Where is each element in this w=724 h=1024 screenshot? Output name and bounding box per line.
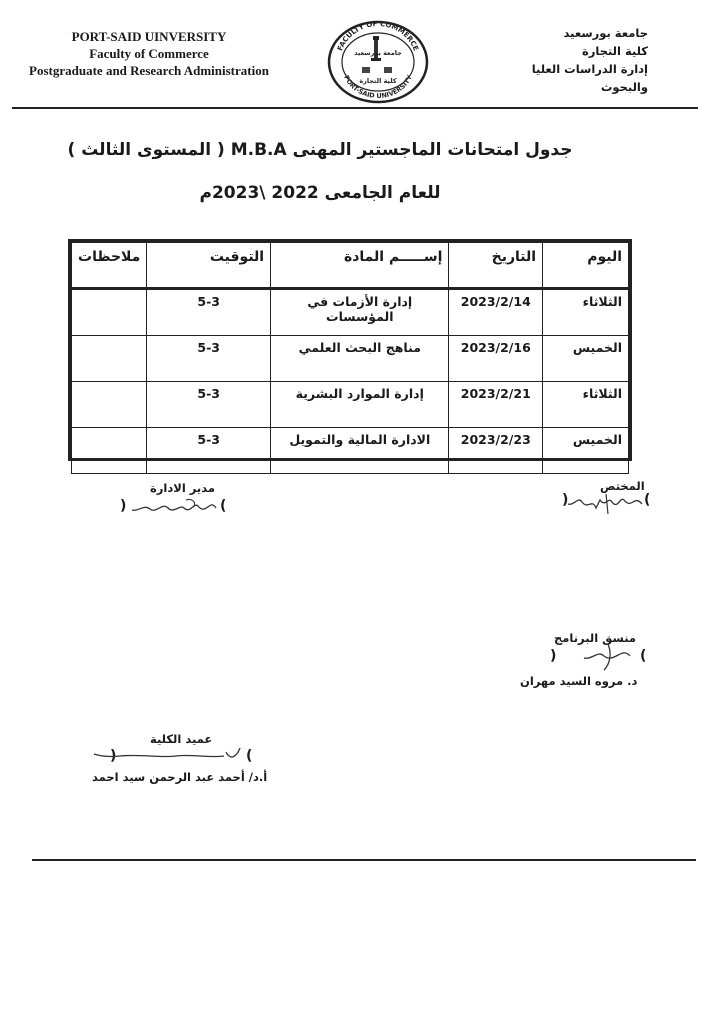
administration-name-ar: إدارة الدراسات العليا والبحوث [531, 62, 648, 94]
director-paren-close: ) [120, 498, 127, 514]
table-header-row [72, 243, 629, 289]
svg-text:جامعة بورسعيد: جامعة بورسعيد [354, 49, 402, 57]
cell-notes [72, 382, 147, 428]
table-row [72, 336, 629, 382]
cell-subject: إدارة الموارد البشرية [271, 382, 449, 428]
cell-time: 5-3 [147, 428, 271, 474]
cell-day: الخميس [543, 428, 629, 474]
schedule-title: جدول امتحانات الماجستير المهنى M.B.A ( المستوى الثالث ) [67, 140, 573, 160]
cell-date: 2023/2/23 [449, 428, 543, 474]
header-divider [12, 107, 698, 109]
specialist-signature [562, 488, 646, 518]
cell-day: الثلاثاء [543, 382, 629, 428]
cell-time: 5-3 [147, 382, 271, 428]
cell-date: 2023/2/14 [449, 289, 543, 336]
university-name-en: PORT-SAID UINVERSITY [71, 29, 227, 44]
header-time: التوقيت [147, 243, 271, 289]
director-signature [126, 494, 222, 522]
faculty-seal-logo [326, 20, 430, 104]
coordinator-name: د. مروه السيد مهران [520, 674, 638, 688]
svg-text:PORT-SAID UNIVERSITY: PORT-SAID UNIVERSITY [342, 74, 414, 101]
header-notes: ملاحظات [72, 243, 147, 289]
faculty-name-en: Faculty of Commerce [89, 46, 209, 61]
dean-label: عميد الكلية [150, 732, 213, 746]
cell-subject: الادارة المالية والتمويل [271, 428, 449, 474]
cell-day: الخميس [543, 336, 629, 382]
cell-date: 2023/2/16 [449, 336, 543, 382]
dean-paren-open: ( [246, 748, 253, 764]
director-paren-open: ( [220, 498, 227, 514]
cell-subject: إدارة الأزمات في المؤسسات [271, 289, 449, 336]
director-label: مدير الادارة [150, 481, 215, 495]
specialist-paren-open: ( [644, 492, 651, 508]
cell-time: 5-3 [147, 336, 271, 382]
header-date: التاريخ [449, 243, 543, 289]
cell-day: الثلاثاء [543, 289, 629, 336]
footer-divider [32, 859, 696, 861]
cell-notes [72, 289, 147, 336]
cell-date: 2023/2/21 [449, 382, 543, 428]
cell-notes [72, 336, 147, 382]
university-name-ar: جامعة بورسعيد [563, 26, 648, 40]
exam-schedule-table [68, 239, 632, 461]
cell-time: 5-3 [147, 289, 271, 336]
dean-paren-close: ) [110, 748, 117, 764]
header-arabic-block [498, 24, 648, 96]
coordinator-label: منسق البرنامج [554, 631, 637, 645]
specialist-paren-close: ) [562, 492, 569, 508]
specialist-label: المختص [600, 479, 645, 493]
table-row [72, 289, 629, 336]
svg-text:FACULTY OF COMMERCE: FACULTY OF COMMERCE [336, 20, 420, 52]
header-day: اليوم [543, 243, 629, 289]
faculty-name-ar: كلية التجارة [581, 44, 648, 58]
coordinator-paren-close: ) [550, 648, 557, 664]
coordinator-paren-open: ( [640, 648, 647, 664]
svg-text:كلية التجارة: كلية التجارة [359, 77, 397, 85]
table-row [72, 428, 629, 474]
header-subject: إســـــم المادة [271, 243, 449, 289]
table-row [72, 382, 629, 428]
cell-notes [72, 428, 147, 474]
dean-name: أ.د/ أحمد عبد الرحمن سيد احمد [92, 770, 268, 784]
coordinator-signature [568, 640, 640, 674]
cell-subject: مناهج البحث العلمي [271, 336, 449, 382]
dean-signature [90, 742, 253, 768]
header-english-block [14, 28, 284, 79]
academic-year-title: للعام الجامعى 2022 \2023م [199, 183, 441, 203]
administration-name-en: Postgraduate and Research Administration [29, 63, 269, 78]
